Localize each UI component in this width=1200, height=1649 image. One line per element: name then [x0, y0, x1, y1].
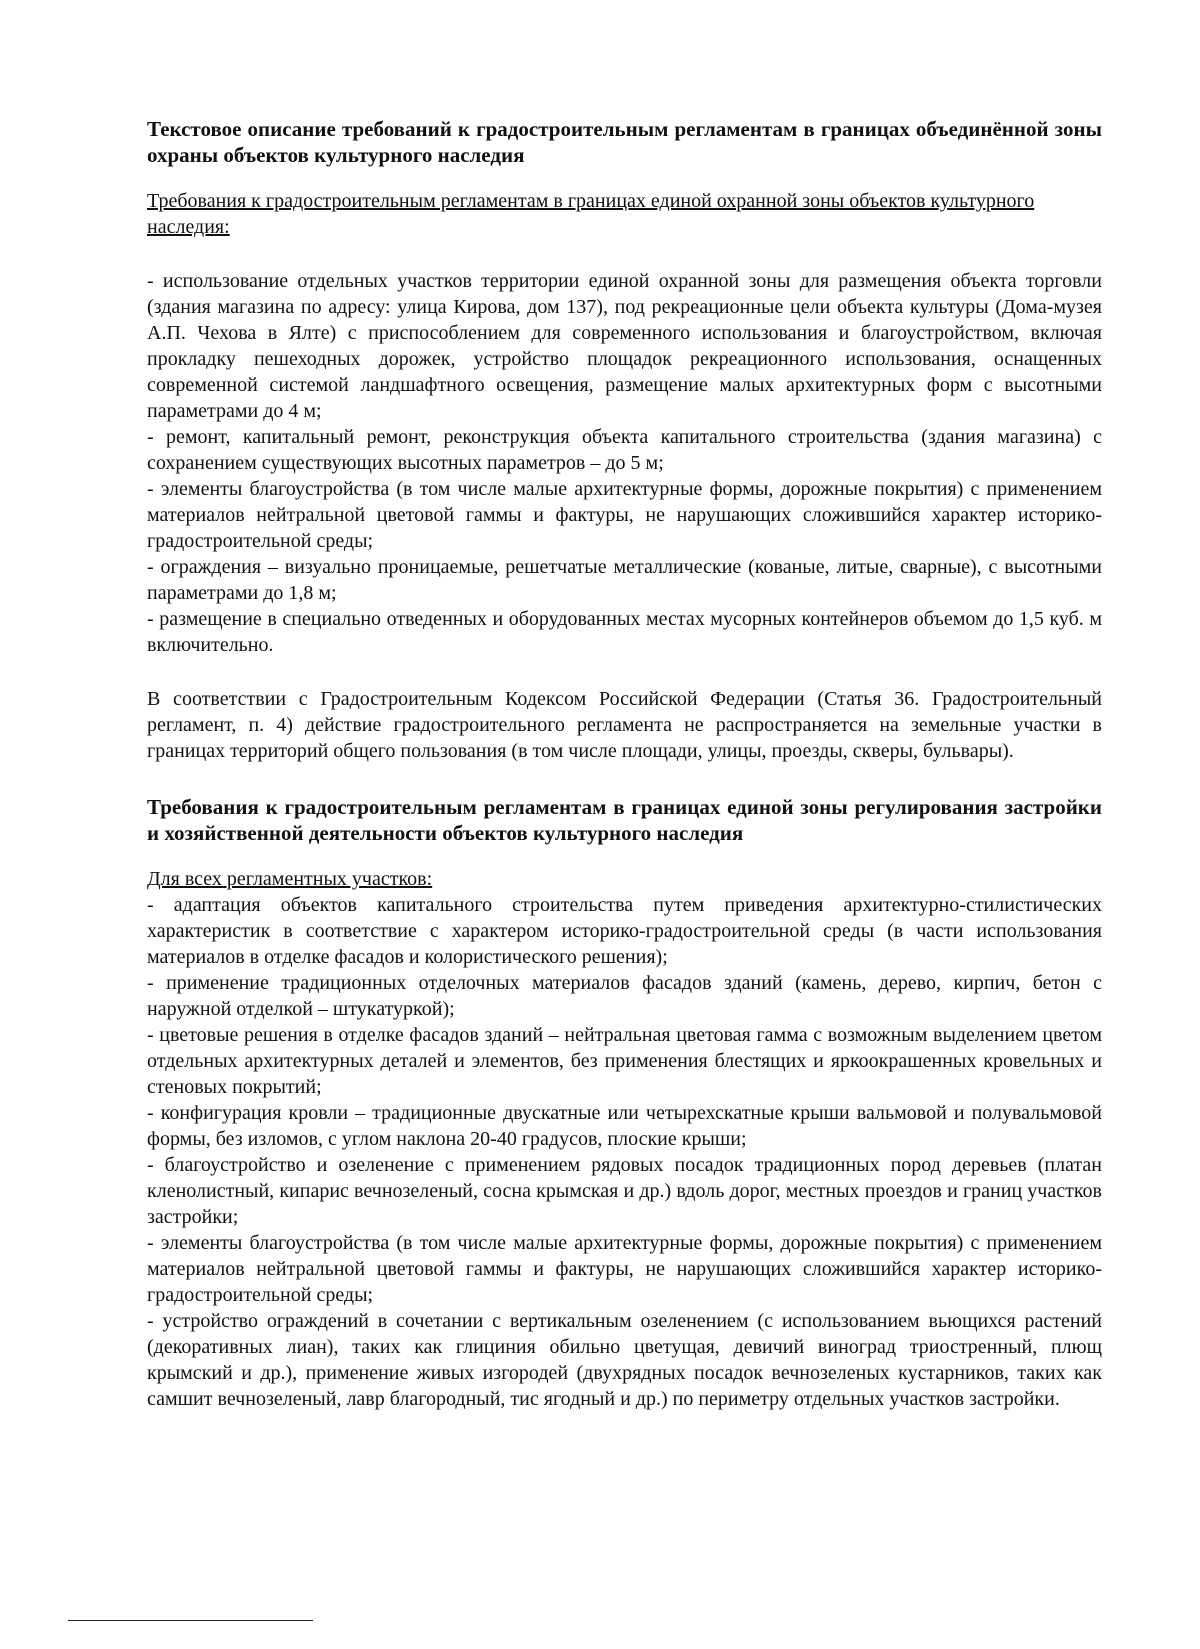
section1-note: В соответствии с Градостроительным Кодексом Российской Федерации (Статья 36. Градостроительный регламент, п. 4) действие градостроительного регламента не распространяется на земельные участки в границах территорий общего пользования (в том числе площади, улицы, проезды, скверы, бульвары).: [147, 688, 1102, 762]
section1-item: - элементы благоустройства (в том числе малые архитектурные формы, дорожные покрытия) с применением материалов нейтральной цветовой гаммы и фактуры, не нарушающих сложившийся характер историко- градостроительной среды;: [147, 478, 1102, 552]
section1-item: - размещение в специально отведенных и оборудованных местах мусорных контейнеров объемом до 1,5 куб. м включительно.: [147, 608, 1102, 656]
section1-item: - ограждения – визуально проницаемые, решетчатые металлические (кованые, литые, сварные), с высотными параметрами до 1,8 м;: [147, 556, 1102, 604]
footnote-separator: [68, 1620, 313, 1621]
section1-item: - использование отдельных участков территории единой охранной зоны для размещения объекта торговли (здания магазина по адресу: улица Кирова, дом 137), под рекреационные цели объекта культуры (Дома-музея А.П. Чехова в Ялте) с приспособлением для современного использования и благоустройством, включая прокладку пешеходных дорожек, устройство площадок рекреационного использования, оснащенных современной системой ландшафтного освещения, размещение малых архитектурных форм с высотными параметрами до 4 м;: [147, 270, 1102, 422]
section2-item: - применение традиционных отделочных материалов фасадов зданий (камень, дерево, кирпич, бетон с наружной отделкой – штукатуркой);: [147, 972, 1102, 1020]
section1-heading: Требования к градостроительным регламентам в границах единой охранной зоны объектов культурного наследия:: [147, 190, 1035, 238]
section2-item: - благоустройство и озеленение с применением рядовых посадок традиционных пород деревьев (платан кленолистный, кипарис вечнозеленый, сосна крымская и др.) вдоль дорог, местных проездов и границ участков застройки;: [147, 1154, 1102, 1228]
section1-item: - ремонт, капитальный ремонт, реконструкция объекта капитального строительства (здания магазина) с сохранением существующих высотных параметров – до 5 м;: [147, 426, 1102, 474]
section1-list: [147, 268, 1102, 658]
document-title: Текстовое описание требований к градостроительным регламентам в границах объединённой зоны охраны объектов культурного наследия: [147, 117, 1102, 167]
section2-item: - устройство ограждений в сочетании с вертикальным озеленением (с использованием вьющихся растений (декоративных лиан), таких как глициния обильно цветущая, девичий виноград триостренный, плющ крымский и др.), применение живых изгородей (двухрядных посадок вечнозеленых кустарников, таких как самшит вечнозеленый, лавр благородный, тис ягодный и др.) по периметру отдельных участков застройки.: [147, 1310, 1102, 1410]
section2-list: [147, 892, 1102, 1412]
section2-subheading: Для всех регламентных участков:: [147, 868, 433, 890]
section2-item: - элементы благоустройства (в том числе малые архитектурные формы, дорожные покрытия) с применением материалов нейтральной цветовой гаммы и фактуры, не нарушающих сложившийся характер историко-градостроительной среды;: [147, 1232, 1102, 1306]
section2-item: - адаптация объектов капитального строительства путем приведения архитектурно-стилистических характеристик в соответствие с характером историко-градостроительной среды (в части использования материалов в отделке фасадов и колористического решения);: [147, 894, 1102, 968]
section2-item: - цветовые решения в отделке фасадов зданий – нейтральная цветовая гамма с возможным выделением цветом отдельных архитектурных деталей и элементов, без применения блестящих и яркоокрашенных кровельных и стеновых покрытий;: [147, 1024, 1102, 1098]
section2-item: - конфигурация кровли – традиционные двускатные или четырехскатные крыши вальмовой и полувальмовой формы, без изломов, с углом наклона 20-40 градусов, плоские крыши;: [147, 1102, 1102, 1150]
document-body: [147, 116, 1102, 1412]
section2-heading: Требования к градостроительным регламентам в границах единой зоны регулирования застройки и хозяйственной деятельности объектов культурного наследия: [147, 795, 1102, 845]
